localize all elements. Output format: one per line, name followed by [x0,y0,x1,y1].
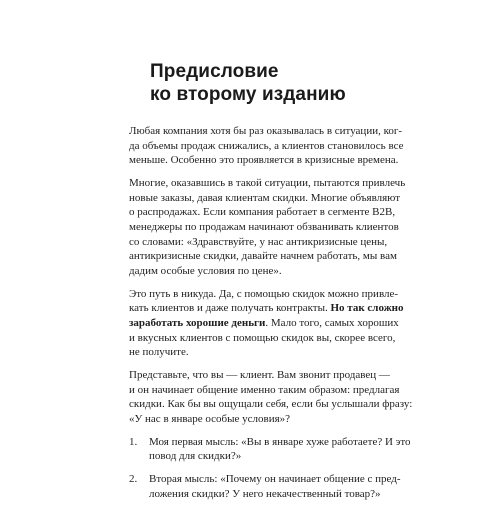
bold-phrase: Но так сложно [330,302,404,315]
text-line: повод для скидки?» [149,450,242,463]
paragraph-4 [129,368,413,426]
text-run: . Мало того, самых хороших [265,316,399,329]
text-line: дадим особые условия по цене». [129,264,282,277]
text-line: Это путь в никуда. Да, с помощью скидок можно привле- [129,287,399,300]
body-text [129,124,413,510]
paragraph-1 [129,124,404,168]
text-line: скидки. Как бы вы ощущали себя, если бы услышали фразу: [129,398,413,411]
text-line: и вкусных клиентов с помощью скидок вы, скорее всего, [129,331,396,344]
text-line: не получите. [129,346,189,359]
bold-phrase: заработать хорошие деньги [129,316,266,329]
text-line: Представьте, что вы — клиент. Вам звонит продавец — [129,369,390,382]
text-line: новые заказы, давая клиентам скидки. Многие объявляют [129,191,401,204]
text-line-mixed [129,301,404,316]
text-line: со словами: «Здравствуйте, у нас антикризисные цены, [129,235,388,248]
paragraph-2 [129,176,406,278]
list-number: 2. [129,473,138,486]
text-line: «У нас в январе особые условия»? [129,412,291,425]
list-item [129,472,401,501]
list-item [129,435,411,464]
text-line-mixed [129,316,399,331]
text-line: Моя первая мысль: «Вы в январе хуже работаете? И это [149,435,411,448]
list-number: 1. [129,435,138,448]
text-line: антикризисные скидки, давайте начнем работать, мы вам [129,250,397,263]
paragraph-3 [129,287,404,360]
text-line: о распродажах. Если компания работает в сегменте B2B, [129,206,396,219]
text-line: Любая компания хотя бы раз оказывалась в ситуации, ког- [129,125,403,137]
title-line-1: Предисловие [150,61,279,82]
text-run: кать клиентов и даже получать контракты. [129,302,331,315]
text-line: и он начинает общение именно таким образом: предлагая [129,383,400,396]
text-line: меньше. Особенно это проявляется в кризисные времена. [129,154,399,167]
text-line: Вторая мысль: «Почему он начинает общение с пред- [149,473,401,486]
text-line: Многие, оказавшись в такой ситуации, пытаются привлечь [129,177,406,190]
page-title [150,60,450,106]
text-line: да объемы продаж снижались, а клиентов становилось все [129,139,404,152]
text-line: ложения скидки? У него некачественный товар?» [149,488,381,501]
text-line: менеджеры по продажам начинают обзванивать клиентов [129,220,399,233]
title-line-2: ко второму изданию [150,84,346,105]
